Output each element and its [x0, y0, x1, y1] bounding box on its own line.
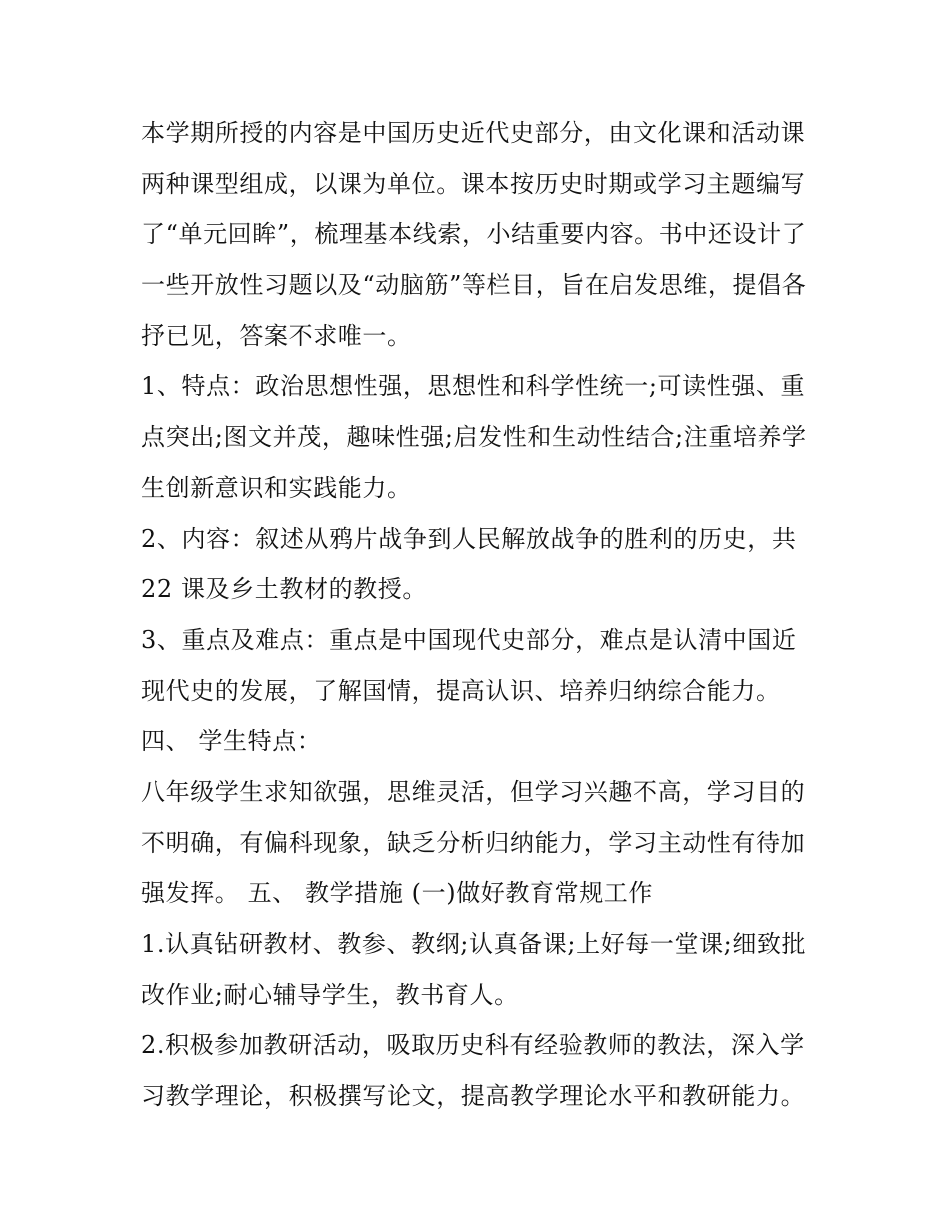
text-line: 八年级学生求知欲强，思维灵活，但学习兴趣不高，学习目的: [141, 777, 806, 806]
text-line: 一些开放性习题以及“动脑筋”等栏目，旨在启发思维，提倡各: [141, 271, 807, 300]
text-line: 习教学理论，积极撰写论文，提高教学理论水平和教研能力。: [141, 1082, 806, 1111]
text-line: 不明确，有偏科现象，缺乏分析归纳能力，学习主动性有待加: [141, 828, 806, 857]
text-line: 生创新意识和实践能力。: [141, 473, 412, 502]
section-heading: 四、 学生特点：: [141, 727, 322, 756]
text-line: 3、重点及难点：重点是中国现代史部分，难点是认清中国近: [141, 625, 797, 654]
text-line: 点突出;图文并茂，趣味性强;启发性和生动性结合;注重培养学: [141, 423, 807, 452]
text-line: 本学期所授的内容是中国历史近代史部分，由文化课和活动课: [141, 119, 806, 147]
text-line: 22 课及乡土教材的教授。: [141, 575, 427, 604]
document-body: [141, 108, 821, 1122]
text-line: 强发挥。 五、 教学措施 (一)做好教育常规工作: [141, 879, 654, 908]
text-line: 2.积极参加教研活动，吸取历史科有经验教师的教法，深入学: [141, 1031, 805, 1060]
text-line: 改作业;耐心辅导学生，教书育人。: [141, 980, 519, 1009]
text-line: 2、内容：叙述从鸦片战争到人民解放战争的胜利的历史，共: [141, 524, 797, 553]
text-line: 现代史的发展，了解国情，提高认识、培养归纳综合能力。: [141, 676, 781, 705]
text-line: 了“单元回眸”，梳理基本线索，小结重要内容。书中还设计了: [141, 220, 807, 249]
text-line: 两种课型组成，以课为单位。课本按历史时期或学习主题编写: [141, 169, 806, 198]
text-line: 1、特点：政治思想性强，思想性和科学性统一;可读性强、重: [141, 372, 806, 401]
text-line: 1.认真钻研教材、教参、教纲;认真备课;上好每一堂课;细致批: [141, 930, 807, 958]
text-line: 抒已见，答案不求唯一。: [141, 321, 412, 350]
